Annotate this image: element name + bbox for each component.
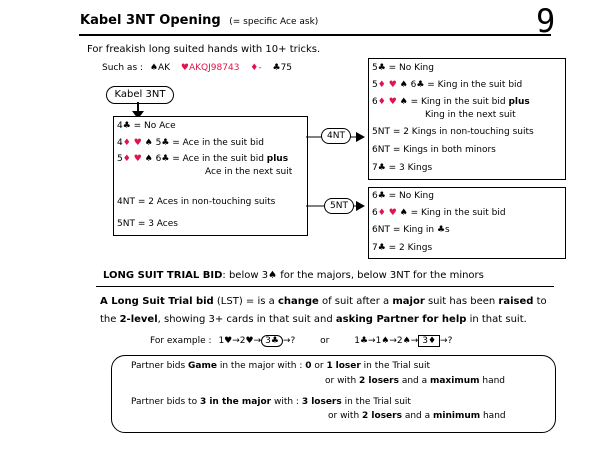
page-number: 9 <box>536 2 556 40</box>
k5-no-king: 6♣ = No King <box>372 191 434 201</box>
intro-line: For freakish long suited hands with 10+ tricks. <box>87 44 321 55</box>
k5-king-clubs: 6NT = King in ♣s <box>372 225 450 235</box>
k4-3-kings: 7♣ = 3 Kings <box>372 163 433 173</box>
ask-5nt-label: 5NT <box>324 198 354 214</box>
page-title: Kabel 3NT Opening (= specific Ace ask) <box>80 13 319 28</box>
partner-game-line1: Partner bids Game in the major with : 0 or 1 loser in the Trial suit <box>131 361 431 371</box>
example1-trial-bid: 3♣ <box>261 335 283 347</box>
k4-kings-minors: 6NT = Kings in both minors <box>372 145 496 155</box>
response-ace-suit: 4♦ ♥ ♠ 5♣ = Ace in the suit bid <box>117 138 264 148</box>
hand-diamonds: ♦- <box>250 63 262 73</box>
ask-4nt-label: 4NT <box>321 128 351 144</box>
title-note: (= specific Ace ask) <box>229 17 319 27</box>
response-ace-suit-plus: 5♦ ♥ ♠ 6♣ = Ace in the suit bid plus <box>117 154 289 164</box>
partner-3-major-line2: or with 2 losers and a minimum hand <box>328 411 506 421</box>
example2-trial-bid: 3♦ <box>418 335 440 347</box>
hand-hearts: ♥AKQJ98743 <box>180 63 240 73</box>
k4-2-kings: 5NT = 2 Kings in non-touching suits <box>372 127 534 137</box>
such-as-hand: Such as : ♠AK ♥AKQJ98743 ♦- ♣75 <box>102 63 293 73</box>
opening-bid-label: Kabel 3NT <box>106 86 174 104</box>
lst-heading: LONG SUIT TRIAL BID: below 3♠ for the majors, below 3NT for the minors <box>103 270 484 281</box>
k4-king-next-suit: King in the next suit <box>425 110 516 120</box>
k5-king-suit: 6♦ ♥ ♠ = King in the suit bid <box>372 208 506 218</box>
hand-spades: ♠AK <box>149 63 171 73</box>
k5-2-kings: 7♣ = 2 Kings <box>372 243 433 253</box>
k4-king-suit-plus: 6♦ ♥ ♠ = King in the suit bid plus <box>372 97 530 107</box>
lst-definition-line2: the 2-level, showing 3+ cards in that suit and asking Partner for help in that suit. <box>100 314 527 325</box>
response-2-aces: 4NT = 2 Aces in non-touching suits <box>117 197 276 207</box>
lst-definition-line1: A Long Suit Trial bid (LST) = is a change of suit after a major suit has been raised to <box>100 296 547 307</box>
response-no-ace: 4♣ = No Ace <box>117 121 176 131</box>
partner-game-line2: or with 2 losers and a maximum hand <box>325 376 505 386</box>
response-3-aces: 5NT = 3 Aces <box>117 219 178 229</box>
partner-3-major-line1: Partner bids to 3 in the major with : 3 losers in the Trial suit <box>131 397 411 407</box>
response-ace-next-suit: Ace in the next suit <box>205 167 293 177</box>
hand-clubs: ♣75 <box>272 63 293 73</box>
k4-no-king: 5♣ = No King <box>372 63 434 73</box>
lst-rule <box>96 286 554 287</box>
header-rule <box>79 34 551 36</box>
k4-king-suit: 5♦ ♥ ♠ 6♣ = King in the suit bid <box>372 80 523 90</box>
lst-examples: For example : 1♥→2♥→ 3♣ →? or 1♣→1♠→2♠→ 3♦ →? <box>150 336 453 346</box>
